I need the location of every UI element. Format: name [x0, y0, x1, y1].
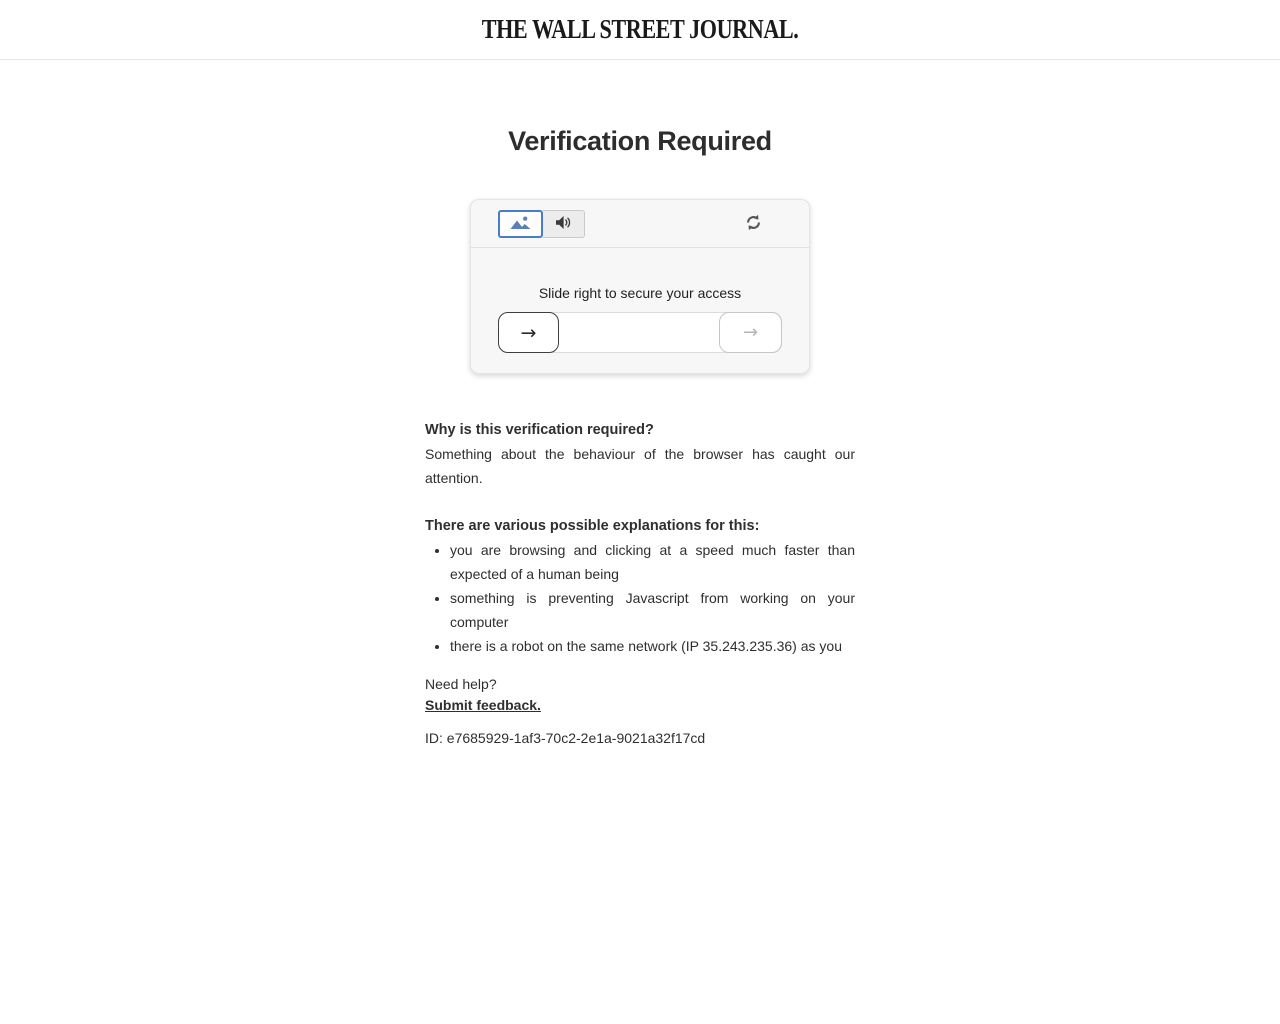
slider-handle[interactable] [498, 312, 559, 353]
captcha-mode-toggle-group [498, 210, 585, 238]
refresh-icon [744, 213, 763, 235]
slider-track[interactable] [498, 312, 782, 353]
why-body: Something about the behaviour of the browser has caught our attention. [425, 446, 855, 486]
explanation-section [425, 418, 855, 749]
page-title: Verification Required [508, 126, 772, 156]
help-block [425, 674, 855, 716]
list-item: • you are browsing and clicking at a speed much faster than expected of a human being [450, 538, 855, 586]
site-header [0, 0, 1280, 60]
arrow-right-icon: → [520, 321, 537, 344]
main-content [0, 126, 1280, 749]
arrow-right-icon: → [742, 322, 759, 343]
captcha-header [471, 200, 809, 248]
explanations-list [425, 538, 855, 658]
request-id [425, 728, 855, 749]
submit-feedback-link[interactable]: Submit feedback. [425, 697, 541, 713]
request-id-value: e7685929-1af3-70c2-2e1a-9021a32f17cd [446, 730, 706, 746]
explanations-heading: There are various possible explanations for this: [425, 518, 760, 534]
wsj-logo: THE WALL STREET JOURNAL. [481, 14, 799, 44]
captcha-instruction: Slide right to secure your access [538, 285, 742, 301]
refresh-captcha-button[interactable] [744, 213, 763, 235]
why-heading: Why is this verification required? [425, 422, 654, 438]
speaker-icon [555, 215, 572, 233]
captcha-widget [470, 199, 810, 374]
captcha-body [471, 248, 809, 373]
image-captcha-toggle[interactable] [498, 210, 543, 238]
audio-captcha-toggle[interactable] [543, 210, 585, 238]
list-item: • there is a robot on the same network (IP 35.243.235.36) as you [450, 634, 855, 658]
image-icon [509, 215, 532, 233]
slider-target [719, 312, 782, 353]
request-id-label: ID: [425, 730, 443, 746]
need-help-text: Need help? [425, 676, 497, 692]
list-item: • something is preventing Javascript from working on your computer [450, 586, 855, 634]
